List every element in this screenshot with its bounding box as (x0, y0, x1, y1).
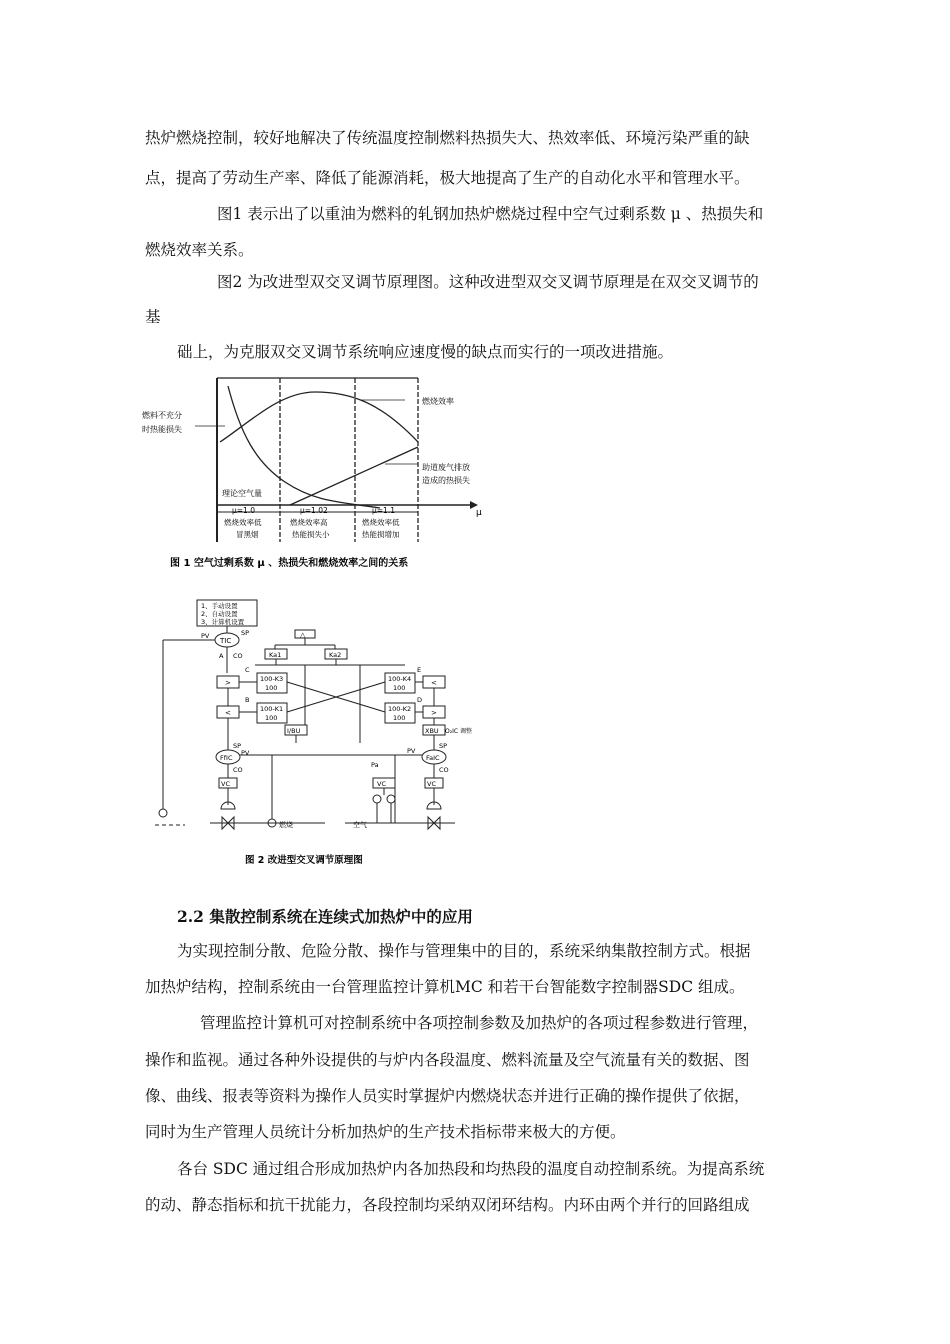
paragraph-line-5: 图2 为改进型双交叉调节原理图。这种改进型双交叉调节原理是在双交叉调节的 (217, 273, 759, 291)
fig2-vc-left: VC (221, 780, 230, 788)
fig2-air: 空气 (353, 821, 367, 829)
fig2-vc-mid: VC (377, 780, 386, 788)
fig2-gt-2: > (431, 709, 437, 717)
section-heading: 2.2 集散控制系统在连续式加热炉中的应用 (177, 907, 473, 926)
fig2-caption: 图 2 改进型交叉调节原理图 (245, 855, 363, 866)
fig1-zone-2-line1: 燃烧效率高 (290, 518, 328, 527)
fig1-left-label-1: 燃料不充分 (142, 411, 182, 420)
figure-2-diagram (145, 595, 472, 870)
fig2-pv-right: PV (407, 747, 416, 755)
paragraph-line-4: 燃烧效率关系。 (145, 241, 254, 259)
fig2-c: C (245, 666, 250, 674)
paragraph-line-7: 础上，为克服双交叉调节系统响应速度慢的缺点而实行的一项改进措施。 (177, 343, 674, 361)
fig2-sp-right: SP (439, 742, 448, 750)
fig2-sp-top: SP (241, 629, 250, 637)
section-line-5: 像、曲线、报表等资料为操作人员实时掌握炉内燃烧状态并进行正确的操作提供了依据， (145, 1087, 750, 1105)
fig1-zone-3-line1: 燃烧效率低 (362, 518, 400, 527)
fig2-k3-100: 100 (265, 684, 278, 692)
fig2-co-top: CO (233, 652, 243, 660)
fig1-zone-1-mu: μ=1.0 (232, 506, 255, 515)
fig2-o2ic: O₂IC 调整 (445, 728, 472, 735)
fig1-theory-label: 理论空气量 (222, 489, 262, 498)
fig2-k4-100: 100 (393, 684, 406, 692)
fig2-sp-left: SP (233, 742, 242, 750)
section-line-3: 管理监控计算机可对控制系统中各项控制参数及加热炉的各项过程参数进行管理， (200, 1014, 759, 1032)
fig2-ibu: I/BU (287, 727, 301, 735)
fig2-xbu: XBU (425, 727, 439, 735)
fig2-ka1: Ka1 (269, 651, 282, 659)
fig1-right-label-2: 造成的热损失 (422, 476, 470, 485)
fig1-zone-1-line2: 冒黑烟 (236, 530, 259, 539)
paragraph-line-1: 热炉燃烧控制，较好地解决了传统温度控制燃料热损失大、热效率低、环境污染严重的缺 (145, 129, 750, 147)
fig2-tic: TIC (220, 637, 232, 645)
section-line-8: 的动、静态指标和抗干扰能力，各段控制均采纳双闭环结构。内环由两个并行的回路组成 (145, 1196, 750, 1214)
fig2-mode-3: 3、计算机设置 (201, 618, 245, 626)
fig2-fuel: 燃烧 (279, 821, 293, 829)
fig1-zone-2-mu: μ=1.02 (300, 506, 328, 515)
fig1-zone-2-line2: 热能损失小 (292, 530, 330, 539)
section-line-4: 操作和监视。通过各种外设提供的与炉内各段温度、燃料流量及空气流量有关的数据、图 (145, 1051, 750, 1069)
fig2-mode-1: 1、手动设置 (201, 602, 238, 610)
fig2-gt-1: > (225, 679, 231, 687)
fig2-k2: 100-K2 (388, 705, 412, 713)
fig2-k1: 100-K1 (260, 705, 284, 713)
fig1-axis-mu: μ (476, 508, 482, 518)
fig2-ka2: Ka2 (329, 651, 342, 659)
fig1-left-label-2: 时热能损失 (142, 425, 182, 434)
paragraph-line-6: 基 (145, 308, 161, 326)
fig2-k3: 100-K3 (260, 675, 284, 683)
section-line-2: 加热炉结构，控制系统由一台管理监控计算机MC 和若干台智能数字控制器SDC 组成。 (145, 978, 745, 996)
fig1-zone-3-line2: 热能损增加 (362, 530, 400, 539)
section-line-1: 为实现控制分散、危险分散、操作与管理集中的目的，系统采纳集散控制方式。根据 (177, 942, 751, 960)
fig2-k2-100: 100 (393, 714, 406, 722)
fig2-pv-top: PV (201, 632, 210, 640)
fig2-co-right: CO (439, 766, 449, 774)
fig1-right-label-1: 助道废气排放 (422, 463, 470, 472)
fig2-co-left: CO (233, 766, 243, 774)
section-line-6: 同时为生产管理人员统计分析加热炉的生产技术指标带来极大的方便。 (145, 1123, 626, 1141)
fig2-b: B (245, 696, 250, 704)
paragraph-line-3: 图1 表示出了以重油为燃料的轧钢加热炉燃烧过程中空气过剩系数 μ 、热损失和 (217, 205, 764, 223)
section-line-7: 各台 SDC 通过组合形成加热炉内各加热段和均热段的温度自动控制系统。为提高系统 (177, 1160, 765, 1178)
fig2-lt-2: < (431, 679, 437, 687)
fig1-zone-1-line1: 燃烧效率低 (224, 518, 262, 527)
fig2-delta: △ (300, 631, 306, 639)
fig2-faic: FaIC (426, 754, 440, 762)
fig2-ffic: FfIC (220, 754, 233, 762)
fig2-lt-1: < (225, 709, 231, 717)
fig2-e: E (417, 666, 422, 674)
paragraph-line-2: 点，提高了劳动生产率、降低了能源消耗，极大地提高了生产的自动化水平和管理水平。 (145, 169, 750, 187)
fig1-zone-3-mu: μ=1.1 (372, 506, 395, 515)
fig2-k4: 100-K4 (388, 675, 412, 683)
fig1-efficiency-label: 燃烧效率 (422, 397, 454, 406)
fig2-vc-right: VC (427, 780, 436, 788)
fig2-pa: Pa (371, 761, 379, 769)
fig1-caption: 图 1 空气过剩系数 μ 、热损失和燃烧效率之间的关系 (170, 558, 409, 569)
fig2-a: A (219, 652, 224, 660)
fig2-pv-left: PV (241, 749, 250, 757)
fig2-mode-2: 2、自动设置 (201, 610, 238, 618)
fig2-d: D (417, 696, 423, 704)
figure-1-diagram (140, 372, 500, 572)
fig2-k1-100: 100 (265, 714, 278, 722)
